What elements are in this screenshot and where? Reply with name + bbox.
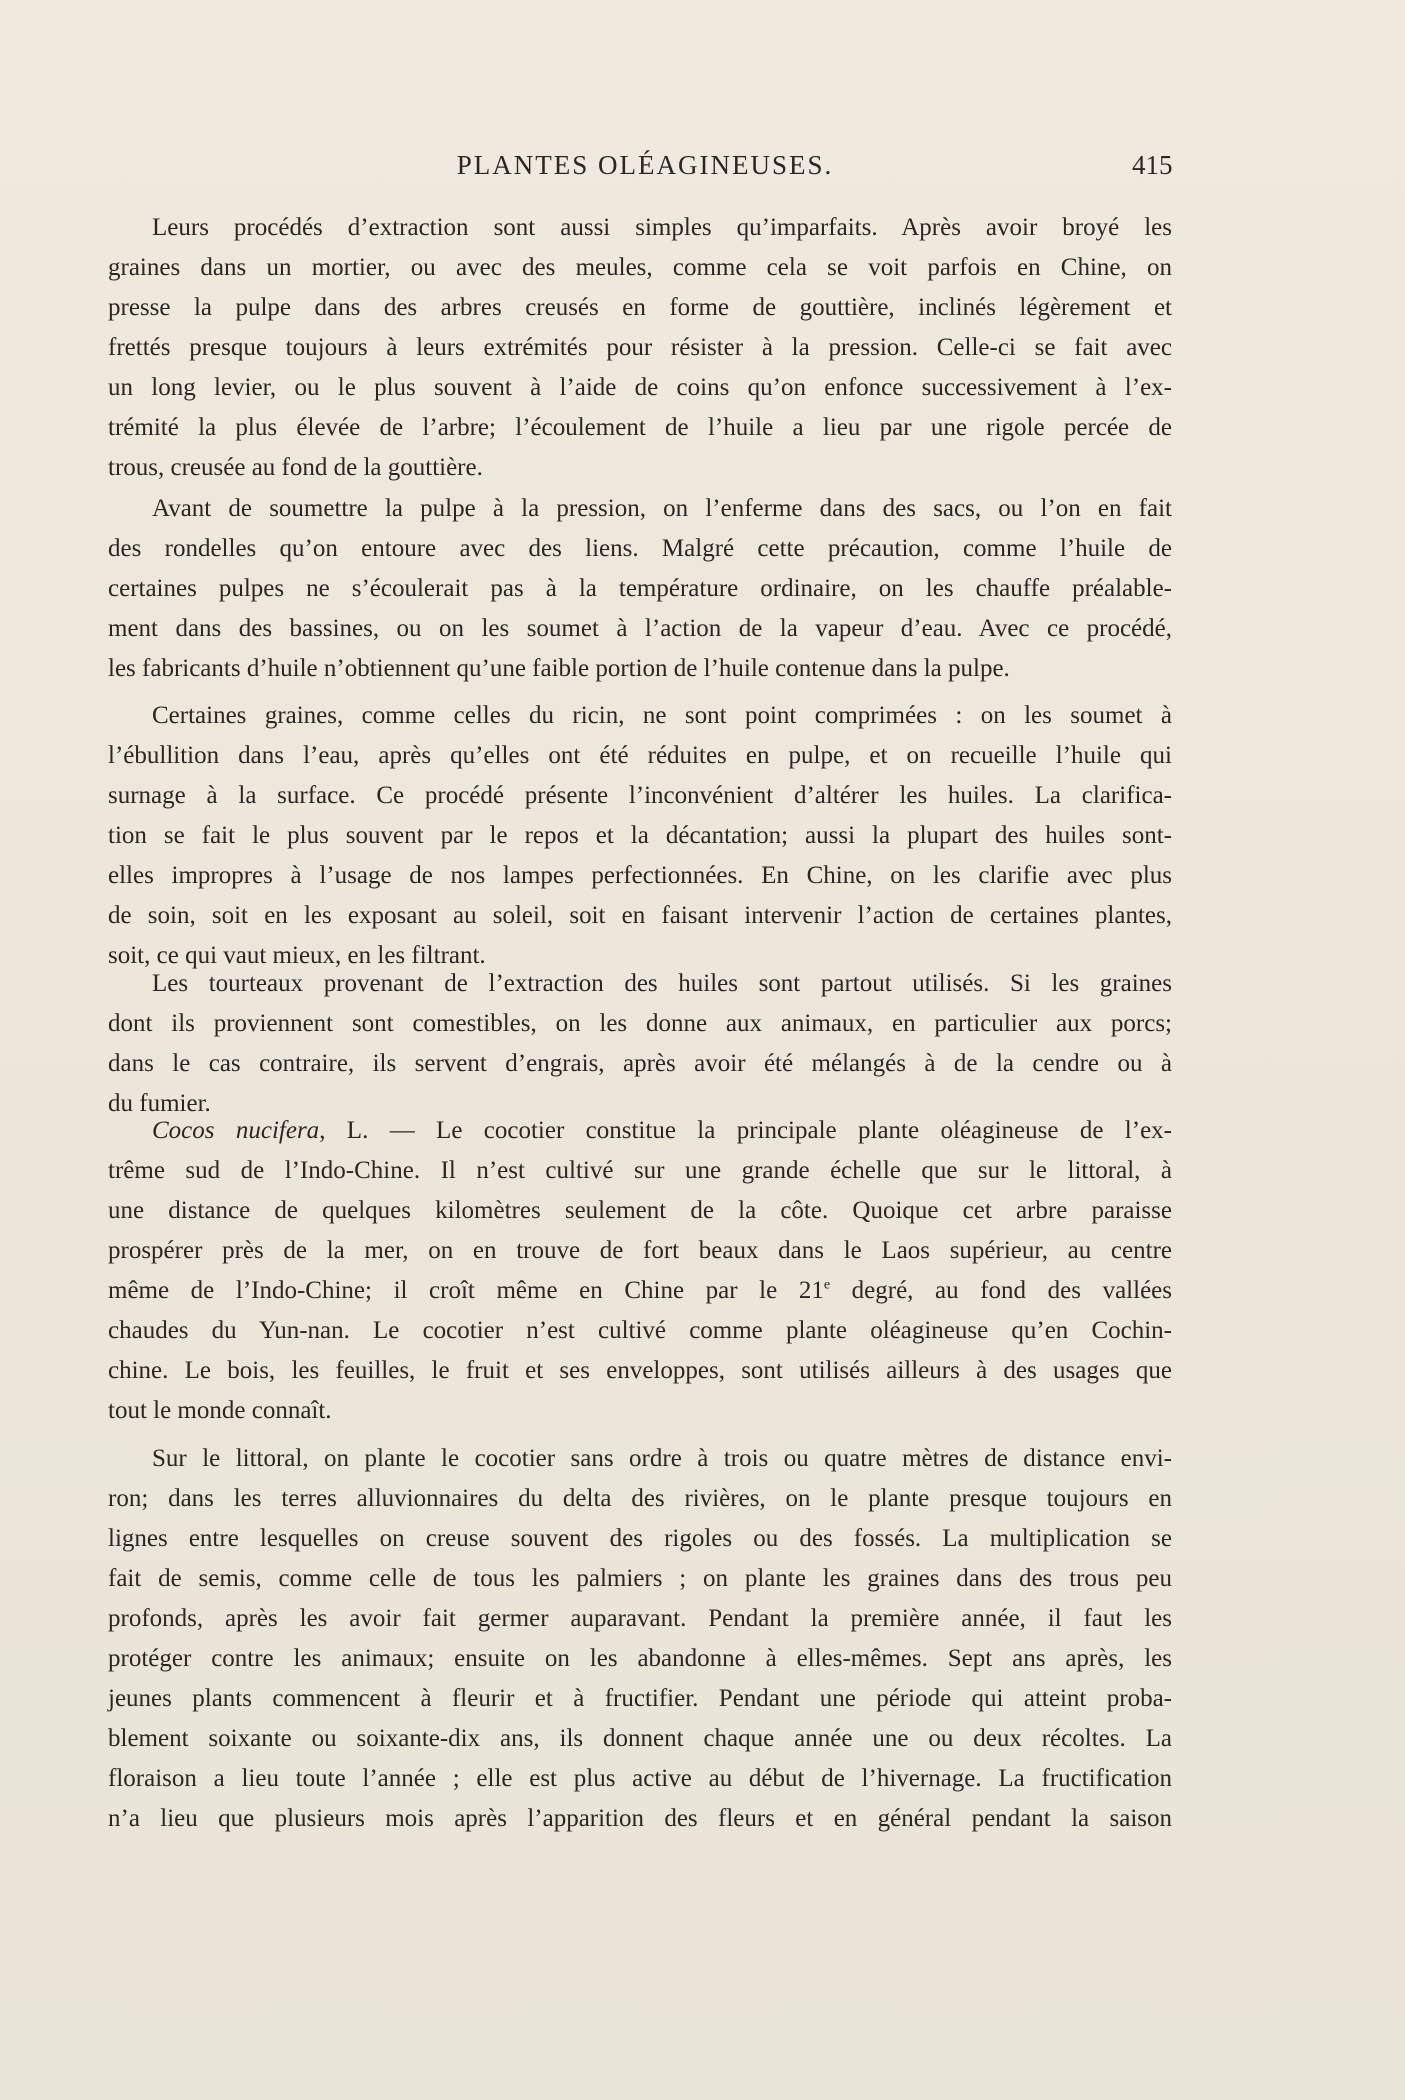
text-line: soit, ce qui vaut mieux, en les filtrant. bbox=[108, 942, 486, 969]
text-line: graines dans un mortier, ou avec des meules, comme cela se voit parfois en Chine, on bbox=[108, 254, 1172, 281]
text-line: Avant de soumettre la pulpe à la pression, on l’enferme dans des sacs, ou l’on en fait bbox=[152, 495, 1172, 522]
text-line: Sur le littoral, on plante le cocotier sans ordre à trois ou quatre mètres de distance envi- bbox=[152, 1445, 1172, 1472]
text-line: jeunes plants commencent à fleurir et à fructifier. Pendant une période qui atteint proba- bbox=[108, 1685, 1172, 1712]
text-line: frettés presque toujours à leurs extrémités pour résister à la pression. Celle-ci se fait avec bbox=[108, 334, 1172, 361]
text-line: n’a lieu que plusieurs mois après l’apparition des fleurs et en général pendant la saison bbox=[108, 1805, 1172, 1832]
paragraph bbox=[108, 208, 1172, 488]
page-number: 415 bbox=[1132, 150, 1173, 180]
text-segment: , L. — Le cocotier constitue la principale plante oléagineuse de l’ex- bbox=[319, 1117, 1172, 1144]
text-line: ron; dans les terres alluvionnaires du delta des rivières, on le plante presque toujours en bbox=[108, 1485, 1172, 1512]
text-line: Les tourteaux provenant de l’extraction des huiles sont partout utilisés. Si les graines bbox=[152, 970, 1172, 997]
text-line: de soin, soit en les exposant au soleil, soit en faisant intervenir l’action de certaines plantes, bbox=[108, 902, 1172, 929]
text-line: des rondelles qu’on entoure avec des liens. Malgré cette précaution, comme l’huile de bbox=[108, 535, 1172, 562]
text-line: lignes entre lesquelles on creuse souvent des rigoles ou des fossés. La multiplication se bbox=[108, 1525, 1172, 1552]
paragraph bbox=[108, 1111, 1172, 1431]
text-line: trous, creusée au fond de la gouttière. bbox=[108, 454, 483, 481]
text-line: trême sud de l’Indo-Chine. Il n’est cultivé sur une grande échelle que sur le littoral, à bbox=[108, 1157, 1172, 1184]
text-line: certaines pulpes ne s’écoulerait pas à la température ordinaire, on les chauffe préalable- bbox=[108, 575, 1172, 602]
paragraph bbox=[108, 696, 1172, 976]
text-segment: même de l’Indo-Chine; il croît même en Chine par le 21 bbox=[108, 1277, 824, 1304]
text-line: chine. Le bois, les feuilles, le fruit et ses enveloppes, sont utilisés ailleurs à des usages que bbox=[108, 1357, 1172, 1384]
text-line: surnage à la surface. Ce procédé présente l’inconvénient d’altérer les huiles. La clarifica- bbox=[108, 782, 1172, 809]
text-line: du fumier. bbox=[108, 1090, 211, 1117]
text-line: Leurs procédés d’extraction sont aussi simples qu’imparfaits. Après avoir broyé les bbox=[152, 214, 1172, 241]
text-line bbox=[108, 1271, 1172, 1311]
text-segment: degré, au fond des vallées bbox=[830, 1277, 1172, 1304]
text-line: elles impropres à l’usage de nos lampes perfectionnées. En Chine, on les clarifie avec plus bbox=[108, 862, 1172, 889]
paragraph bbox=[108, 964, 1172, 1124]
text-line: chaudes du Yun-nan. Le cocotier n’est cultivé comme plante oléagineuse qu’en Cochin- bbox=[108, 1317, 1172, 1344]
text-line: presse la pulpe dans des arbres creusés en forme de gouttière, inclinés légèrement et bbox=[108, 294, 1172, 321]
text-line: prospérer près de la mer, on en trouve de fort beaux dans le Laos supérieur, au centre bbox=[108, 1237, 1172, 1264]
text-line: un long levier, ou le plus souvent à l’aide de coins qu’on enfonce successivement à l’ex- bbox=[108, 374, 1172, 401]
text-line: dans le cas contraire, ils servent d’engrais, après avoir été mélangés à de la cendre ou à bbox=[108, 1050, 1172, 1077]
text-line: trémité la plus élevée de l’arbre; l’écoulement de l’huile a lieu par une rigole percée de bbox=[108, 414, 1172, 441]
text-line: floraison a lieu toute l’année ; elle est plus active au début de l’hivernage. La fructification bbox=[108, 1765, 1172, 1792]
text-line: dont ils proviennent sont comestibles, on les donne aux animaux, en particulier aux porcs; bbox=[108, 1010, 1172, 1037]
text-line: l’ébullition dans l’eau, après qu’elles ont été réduites en pulpe, et on recueille l’huile qui bbox=[108, 742, 1172, 769]
species-name: Cocos nucifera bbox=[152, 1117, 320, 1144]
text-segment: e bbox=[823, 1277, 831, 1293]
text-line: tout le monde connaît. bbox=[108, 1397, 332, 1424]
text-line: Certaines graines, comme celles du ricin, ne sont point comprimées : on les soumet à bbox=[152, 702, 1172, 729]
paragraph bbox=[108, 1439, 1172, 1839]
text-line: les fabricants d’huile n’obtiennent qu’une faible portion de l’huile contenue dans la pulpe. bbox=[108, 655, 1010, 682]
text-line: une distance de quelques kilomètres seulement de la côte. Quoique cet arbre paraisse bbox=[108, 1197, 1172, 1224]
text-line: tion se fait le plus souvent par le repos et la décantation; aussi la plupart des huiles sont- bbox=[108, 822, 1172, 849]
text-line: blement soixante ou soixante-dix ans, ils donnent chaque année une ou deux récoltes. La bbox=[108, 1725, 1172, 1752]
text-line: protéger contre les animaux; ensuite on les abandonne à elles-mêmes. Sept ans après, les bbox=[108, 1645, 1172, 1672]
text-line: profonds, après les avoir fait germer auparavant. Pendant la première année, il faut les bbox=[108, 1605, 1172, 1632]
text-line: ment dans des bassines, ou on les soumet à l’action de la vapeur d’eau. Avec ce procédé, bbox=[108, 615, 1172, 642]
paragraph bbox=[108, 489, 1172, 689]
running-head: PLANTES OLÉAGINEUSES. bbox=[456, 150, 834, 180]
text-line: fait de semis, comme celle de tous les palmiers ; on plante les graines dans des trous peu bbox=[108, 1565, 1172, 1592]
text-line bbox=[108, 1111, 1172, 1151]
